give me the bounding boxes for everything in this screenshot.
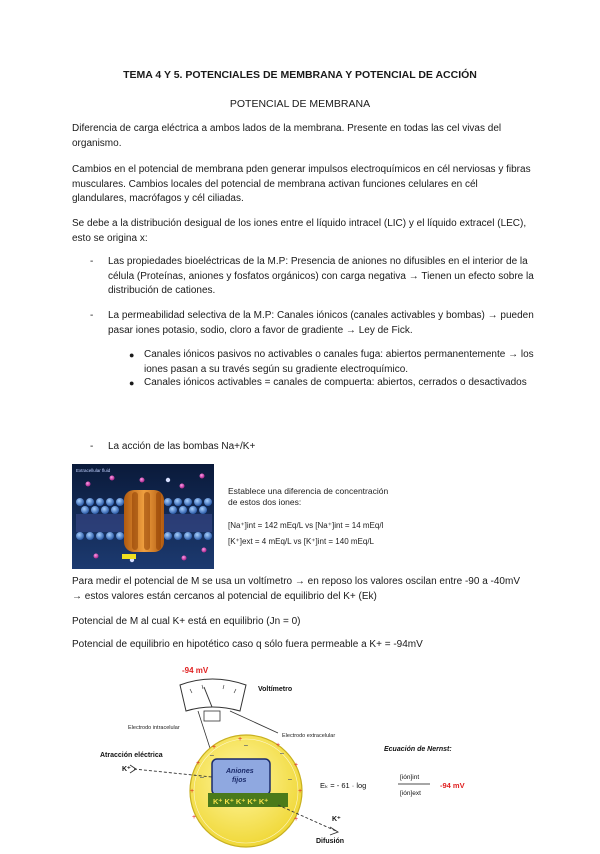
list-item-pump: La acción de las bombas Na+/K+ <box>108 441 256 452</box>
pump-protein <box>124 490 164 552</box>
svg-text:+: + <box>190 788 195 795</box>
figure1-text-line2: de estos dos iones: <box>228 496 302 507</box>
svg-text:–: – <box>280 750 284 757</box>
extracellular-electrode-label: Electrodo extracelular <box>282 733 336 739</box>
intracellular-electrode-label: Electrodo intracelular <box>128 725 180 731</box>
nernst-denominator: [ión]ext <box>400 790 421 797</box>
nernst-numerator: [ión]int <box>400 774 420 781</box>
sodium-potassium-pump-figure <box>72 464 432 569</box>
fixed-anions-label-2: fijos <box>232 777 247 784</box>
section-title: POTENCIAL DE MEMBRANA <box>229 98 371 110</box>
nernst-result: -94 mV <box>440 781 465 790</box>
paragraph-definition: Diferencia de carga eléctrica a ambos lados de la membrana. Presente en todas las cel vivas del organismo. <box>72 123 502 149</box>
potassium-left-label: K⁺ <box>122 766 131 773</box>
voltmeter-icon <box>180 679 246 721</box>
sodium-concentration: [Na⁺]int = 142 mEq/L vs [Na⁺]int = 14 mEq/l <box>228 521 384 531</box>
paragraph-equilibrium: Potencial de M al cual K+ está en equilibrio (Jn = 0) <box>72 616 301 627</box>
svg-text:+: + <box>238 736 243 743</box>
svg-text:–: – <box>244 742 248 749</box>
dash-marker: - <box>90 256 94 267</box>
document-title: TEMA 4 Y 5. POTENCIALES DE MEMBRANA Y POTENCIAL DE ACCIÓN <box>123 69 477 81</box>
list-item-permeability: La permeabilidad selectiva de la M.P: Canales iónicos (canales activables y bombas) → pueden pasar iones potasio, sodio, cloro a favor de gradiente → Ley de Fick. <box>108 310 534 336</box>
fixed-anions-label-1: Aniones <box>226 768 254 775</box>
figure1-text-line1: Establece una diferencia de concentración <box>228 486 389 496</box>
diffusion-label: Difusión <box>316 838 344 845</box>
svg-text:+: + <box>294 816 299 823</box>
dash-marker: - <box>90 441 94 452</box>
list-item-bioelectric: Las propiedades bioeléctricas de la M.P: Presencia de aniones no difusibles en el interior de la célula (Proteínas, aniones y fosfatos orgánicos) con carga negativa → Tienen un efecto sobre la distribución de cationes. <box>108 256 534 296</box>
voltmeter-cell-diagram <box>100 663 500 848</box>
figure1-caption: Extracellular fluid <box>76 468 111 473</box>
svg-text:+: + <box>212 744 217 751</box>
bullet-dot: ● <box>129 378 135 388</box>
svg-text:+: + <box>276 742 281 749</box>
voltmeter-label: Voltímetro <box>258 686 293 693</box>
nernst-figure <box>100 663 500 848</box>
svg-text:–: – <box>200 774 204 781</box>
cell-body <box>190 735 302 847</box>
nernst-equation: Eₖ = - 61 · log <box>320 781 367 790</box>
electric-attraction-label: Atracción eléctrica <box>100 752 163 759</box>
svg-text:+: + <box>294 762 299 769</box>
svg-text:+: + <box>196 760 201 767</box>
paragraph-origin: Se debe a la distribución desigual de los iones entre el líquido intracel (LIC) y el líquido extracel (LEC), esto se origina x: <box>72 218 527 244</box>
paragraph-hypothetical: Potencial de equilibrio en hipotético caso q sólo fuera permeable a K+ = -94mV <box>72 639 423 650</box>
svg-text:–: – <box>210 752 214 759</box>
bullet-dot: ● <box>129 350 135 360</box>
potassium-out-label: K⁺ <box>332 816 341 823</box>
svg-text:–: – <box>288 776 292 783</box>
dash-marker: - <box>90 310 94 321</box>
paragraph-voltmeter: Para medir el potencial de M se usa un voltímetro → en reposo los valores oscilan entre -90 a -40mV → estos valores están cercanos al potencial de equilibrio del K+ (Ek) <box>72 576 520 602</box>
svg-text:+: + <box>298 788 303 795</box>
svg-text:+: + <box>192 814 197 821</box>
voltmeter-reading: -94 mV <box>182 666 209 675</box>
nernst-title: Ecuación de Nernst: <box>384 746 452 753</box>
list-subitem-gated-channels: Canales iónicos activables = canales de compuerta: abiertos, cerrados o desactivados <box>144 377 527 388</box>
potassium-concentration: [K⁺]ext = 4 mEq/L vs [K⁺]int = 140 mEq/L <box>228 537 374 547</box>
paragraph-changes: Cambios en el potencial de membrana pden generar impulsos electroquímicos en cél nerviosas y fibras musculares. Cambios locales del potencial de membrana activan funciones celulares en cél glandulares, macrófagos y cél ciliadas. <box>72 164 531 204</box>
potassium-row: K⁺ K⁺ K⁺ K⁺ K⁺ <box>213 797 269 806</box>
list-subitem-passive-channels: Canales iónicos pasivos no activables o canales fuga: abiertos permanentemente → los iones pasan a su través según su gradiente electroquímico. <box>144 349 534 375</box>
